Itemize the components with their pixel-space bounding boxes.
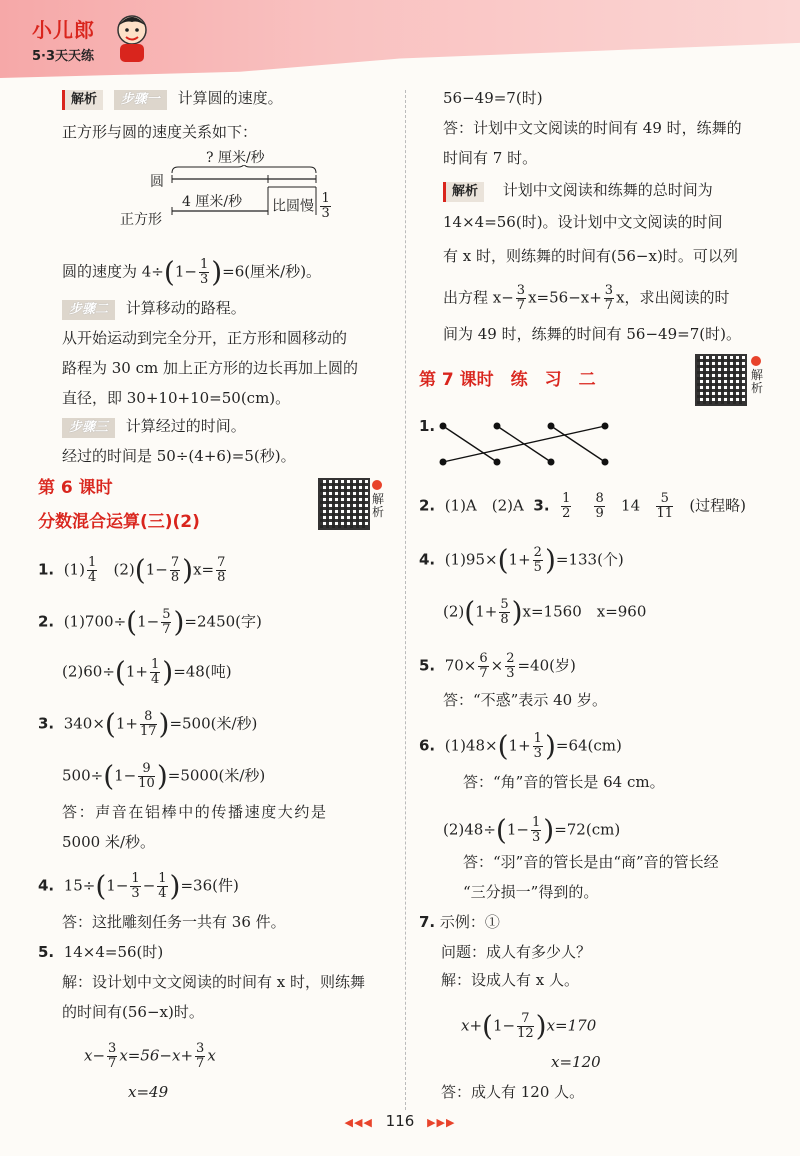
step2-tag: 步骤二 [62, 300, 115, 320]
step2-row [62, 298, 246, 320]
r-q1-num: 1. [419, 417, 436, 435]
step3-tag: 步骤三 [62, 418, 115, 438]
r-analysis-a3: 有 x 时，则练舞的时间有(56−x)时。可以列 [443, 247, 738, 265]
r-q6b: (2)48÷(1− $\frac{1}{3}$ )=72(cm) [443, 813, 621, 847]
diagram-square-speed: 4 厘米/秒 [182, 194, 243, 210]
l-q4: 4. 15÷(1− $\frac{1}{3}$ − $\frac{1}{4}$ )=36(件) [38, 869, 239, 903]
l-q5-l2: 解：设计划中文文阅读的时间有 x 时，则练舞 [62, 973, 365, 991]
r-q7-l3: 解：设成人有 x 人。 [441, 971, 579, 989]
circle-speed-formula: 圆的速度为 4÷(1− $\frac{1}{3}$ )=6(厘米/秒)。 [62, 255, 322, 289]
l-q5-eq: x− $\frac{3}{7}$ x=56−x+ $\frac{3}{7}$ x [84, 1041, 216, 1071]
logo-subtitle: 5·3天天练 [32, 49, 95, 64]
page-number [0, 1112, 800, 1130]
step3-row [62, 416, 246, 438]
r-analysis-a5: 间为 49 时，练舞的时间有 56−49=7(时)。 [443, 325, 741, 343]
r-q7-eq: x+(1− $\frac{7}{12}$ )x=170 [461, 1009, 597, 1043]
r-q6-ans1: 答：“角”音的管长是 64 cm。 [463, 773, 665, 791]
r-analysis-a1: 计划中文阅读和练舞的总时间为 [502, 181, 713, 199]
r-q6-ans2b: “三分损一”得到的。 [463, 883, 599, 901]
r-q5: 5. 70× $\frac{6}{7}$ × $\frac{2}{3}$ =40(岁) [419, 651, 576, 681]
l-q5-l5: x=49 [128, 1083, 169, 1101]
l-q2a: 2. (1)700÷(1− $\frac{5}{7}$ )=2450(字) [38, 605, 262, 639]
l-q4-ans: 答：这批雕刻任务一共有 36 件。 [62, 913, 286, 931]
diagram-slower-label: 比圆慢 [272, 198, 314, 215]
l-q5-l1: 5. 14×4=56(时) [38, 943, 164, 961]
qr-code-icon[interactable] [318, 478, 370, 530]
right-arrows-icon: ▶▶▶ [427, 1116, 456, 1129]
play-dot-icon [372, 480, 382, 490]
page-number-text: 116 [385, 1112, 415, 1130]
r-q7-l2: 问题：成人有多少人？ [441, 943, 592, 961]
l-q3a: 3. 340×(1+ $\frac{8}{17}$ )=500(米/秒) [38, 707, 258, 741]
r-analysis-a2: 14×4=56(时)。设计划中文文阅读的时间 [443, 213, 723, 231]
qr-label-lesson6: 解析 [372, 480, 386, 519]
diagram-top-label: ? 厘米/秒 [206, 150, 265, 166]
l-q3b: 500÷(1− $\frac{9}{10}$ )=5000(米/秒) [62, 759, 266, 793]
qr-code-icon-lesson7[interactable] [695, 354, 747, 406]
step1-text: 计算圆的速度。 [177, 89, 283, 107]
r-q7-l5: x=120 [551, 1053, 601, 1071]
logo-title: 小儿郎 [32, 18, 95, 42]
l-q2b: (2)60÷(1+ $\frac{1}{4}$ )=48(吨) [62, 655, 232, 689]
diagram-circle-label: 圆 [150, 174, 164, 190]
step2-line2: 路程为 30 cm 加上正方形的边长再加上圆的 [62, 359, 359, 377]
step2-text: 计算移动的路程。 [125, 299, 246, 317]
r-q2-q3: 2. (1)A (2)A 3. $\frac{1}{2}$ $\frac{8}{9}$ 14 $\frac{5}{11}$ (过程略) [419, 491, 747, 521]
lesson6-title: 第 6 课时 [38, 478, 113, 498]
step3-text: 计算经过的时间。 [125, 417, 246, 435]
r-q4a: 4. (1)95×(1+ $\frac{2}{5}$ )=133(个) [419, 543, 624, 577]
qr-label-lesson7: 解析 [751, 356, 765, 395]
right-column [405, 0, 800, 1156]
diagram-slower [272, 192, 333, 221]
r-q7-l1: 7. 示例：① [419, 913, 500, 931]
lesson7-title: 第 7 课时 练 习 二 [419, 370, 596, 390]
l-q3-ans1: 答：声音在铝棒中的传播速度大约是 [62, 803, 328, 821]
l-q5-l3: 的时间有(56−x)时。 [62, 1003, 204, 1021]
r-line1: 56−49=7(时) [443, 89, 543, 107]
matching-lines-diagram [435, 418, 615, 470]
left-arrows-icon: ◀◀◀ [344, 1116, 373, 1129]
step1-tag: 步骤一 [114, 90, 167, 110]
r-q5-ans: 答：“不惑”表示 40 岁。 [443, 691, 607, 709]
play-dot-icon-lesson7 [751, 356, 761, 366]
r-line2: 答：计划中文文阅读的时间有 49 时，练舞的 [443, 119, 742, 137]
analysis-tag: 解析 [62, 90, 103, 110]
relation-text: 正方形与圆的速度关系如下： [62, 123, 258, 141]
r-q6-ans2a: 答：“羽”音的管长是由“商”音的管长经 [463, 853, 719, 871]
lesson6-subtitle: 分数混合运算(三)(2) [38, 512, 200, 532]
r-analysis-a4: 出方程 x− $\frac{3}{7}$ x=56−x+ $\frac{3}{7}$ x，求出阅读的时 [443, 283, 730, 313]
r-q6a: 6. (1)48×(1+ $\frac{1}{3}$ )=64(cm) [419, 729, 622, 763]
r-analysis-row [443, 180, 713, 202]
r-line3: 时间有 7 时。 [443, 149, 538, 167]
diagram-square-label: 正方形 [120, 212, 162, 228]
step3-line1: 经过的时间是 50÷(4+6)=5(秒)。 [62, 447, 296, 465]
analysis-tag-right: 解析 [443, 182, 484, 202]
diagram-slower-fraction: $\frac{1}{3}$ [321, 191, 330, 221]
r-q7-l6: 答：成人有 120 人。 [441, 1083, 585, 1101]
l-q1: 1. (1) $\frac{1}{4}$ (2)(1− $\frac{7}{8}$ )x= $\frac{7}{8}$ [38, 553, 226, 587]
step1-row [62, 88, 283, 110]
step2-line3: 直径，即 30+10+10=50(cm)。 [62, 389, 291, 407]
r-q4b: (2)(1+ $\frac{5}{8}$ )x=1560 x=960 [443, 595, 647, 629]
step2-line1: 从开始运动到完全分开，正方形和圆移动的 [62, 329, 348, 347]
l-q3-ans2: 5000 米/秒。 [62, 833, 155, 851]
